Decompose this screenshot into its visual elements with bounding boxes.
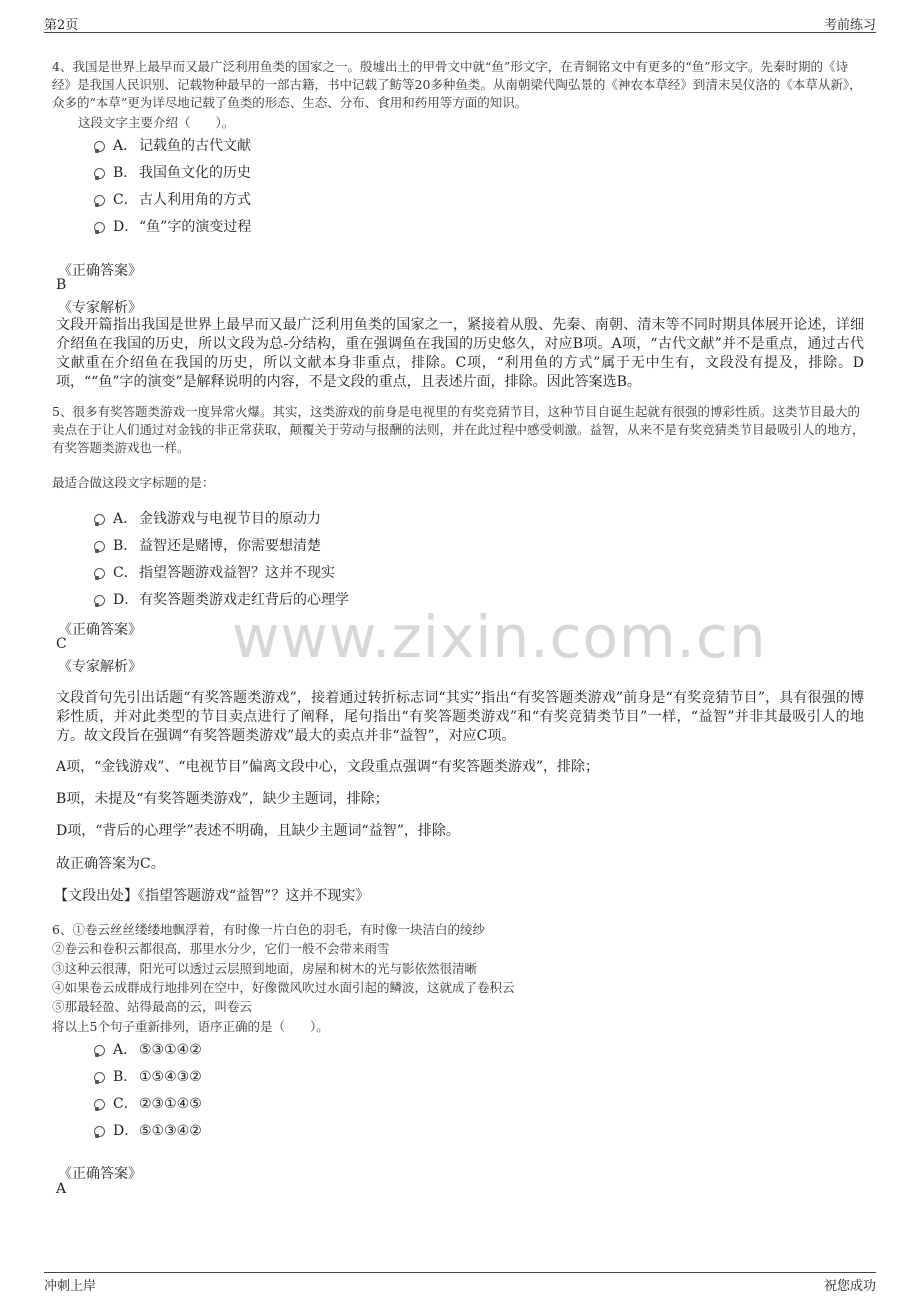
q5-source: 【文段出处】《指望答题游戏“益智”？这并不现实》 bbox=[54, 888, 370, 904]
q6-sentence-4: ④如果卷云成群成行地排列在空中，好像微风吹过水面引起的鳞波，这就成了卷积云 bbox=[52, 980, 515, 995]
q5-analysis-a: A项，“金钱游戏”、“电视节目”偏离文段中心，文段重点强调“有奖答题类游戏”，排除； bbox=[56, 759, 600, 775]
radio-icon[interactable] bbox=[94, 222, 105, 233]
q5-analysis-d: D项，“背后的心理学”表述不明确，且缺少主题词“益智”，排除。 bbox=[56, 823, 460, 839]
radio-icon[interactable] bbox=[94, 195, 105, 206]
q6-sentence-1: 6、①卷云丝丝缕缕地飘浮着，有时像一片白色的羽毛，有时像一块洁白的绫纱 bbox=[52, 922, 485, 937]
q6-answer-label: 《正确答案》 bbox=[58, 1166, 142, 1182]
q5-option-a[interactable]: A． 金钱游戏与电视节目的原动力 bbox=[94, 509, 321, 529]
q6-option-c[interactable]: C．②③①④⑤ bbox=[94, 1094, 202, 1114]
q4-analysis: 文段开篇指出我国是世界上最早而又最广泛利用鱼类的国家之一，紧接着从殷、先秦、南朝、清末等不同时期具体展开论述，详细介绍鱼在我国的历史，所以文段为总-分结构，重在强调鱼在我国的历史悠久，对应B项。A项，“古代文献”并不是重点，通过古代文献重在介绍鱼在我国的历史，所以文献本身非重点，排除。C项，“利用鱼的方式”属于无中生有，文段没有提及，排除。D项，““鱼”字的演变”是解释说明的内容，不是文段的重点，且表述片面，排除。因此答案选B。 bbox=[56, 317, 864, 390]
radio-icon[interactable] bbox=[94, 514, 105, 525]
page-footer bbox=[44, 1272, 876, 1297]
q4-answer-label: 《正确答案》 bbox=[58, 263, 142, 279]
radio-icon[interactable] bbox=[94, 168, 105, 179]
radio-icon[interactable] bbox=[94, 1099, 105, 1110]
radio-icon[interactable] bbox=[94, 1072, 105, 1083]
q6-prompt: 将以上5个句子重新排列，语序正确的是（ ）。 bbox=[52, 1019, 329, 1034]
q4-stem: 4、我国是世界上最早而又最广泛利用鱼类的国家之一。殷墟出土的甲骨文中就“鱼”形文字，在青铜铭文中有更多的“鱼”形文字。先秦时期的《诗经》是我国人民识别、记载物种最早的一部古籍，书中记载了鲂等20多种鱼类。从南朝梁代陶弘景的《神农本草经》到清末吴仪洛的《本草从新》，众多的“本草”更为详尽地记载了鱼类的形态、生态、分布、食用和药用等方面的知识。 bbox=[52, 59, 862, 110]
q5-analysis-label: 《专家解析》 bbox=[58, 659, 142, 675]
q4-option-c[interactable]: C．古人利用角的方式 bbox=[94, 190, 251, 210]
radio-icon[interactable] bbox=[94, 141, 105, 152]
q5-option-b[interactable]: B． 益智还是赌博，你需要想清楚 bbox=[94, 536, 321, 556]
q4-prompt: 这段文字主要介绍（ ）。 bbox=[78, 115, 235, 130]
radio-icon[interactable] bbox=[94, 1045, 105, 1056]
radio-icon[interactable] bbox=[94, 1126, 105, 1137]
q6-sentence-2: ②卷云和卷积云都很高，那里水分少，它们一般不会带来雨雪 bbox=[52, 941, 390, 956]
radio-icon[interactable] bbox=[94, 568, 105, 579]
watermark: www.zixin.com.cn bbox=[232, 603, 767, 671]
q5-analysis-conclusion: 故正确答案为C。 bbox=[56, 856, 165, 872]
q6-option-d[interactable]: D．⑤①③④② bbox=[94, 1121, 202, 1141]
q4-option-d[interactable]: D．“鱼”字的演变过程 bbox=[94, 217, 251, 237]
q6-option-a[interactable]: A． ⑤③①④② bbox=[94, 1040, 202, 1060]
q5-answer: C bbox=[56, 636, 67, 652]
footer-right: 祝您成功 bbox=[823, 1279, 876, 1294]
radio-icon[interactable] bbox=[94, 541, 105, 552]
q6-answer: A bbox=[56, 1181, 67, 1197]
q5-option-d[interactable]: D．有奖答题类游戏走红背后的心理学 bbox=[94, 590, 349, 610]
footer-left: 冲刺上岸 bbox=[44, 1279, 97, 1294]
q4-analysis-label: 《专家解析》 bbox=[58, 300, 142, 316]
q6-sentence-3: ③这种云很薄，阳光可以透过云层照到地面，房屋和树木的光与影依然很清晰 bbox=[52, 961, 478, 976]
radio-icon[interactable] bbox=[94, 595, 105, 606]
page-number: 第2页 bbox=[44, 18, 79, 33]
q6-sentence-5: ⑤那最轻盈、站得最高的云，叫卷云 bbox=[52, 999, 253, 1014]
header-title: 考前练习 bbox=[823, 18, 876, 33]
q5-stem: 5、很多有奖答题类游戏一度异常火爆。其实，这类游戏的前身是电视里的有奖竞猜节目，这种节目自诞生起就有很强的博彩性质。这类节目最大的卖点在于让人们通过对金钱的非正常获取，颠覆关于劳动与报酬的法则，并在此过程中感受刺激。益智，从来不是有奖竞猜类节目最吸引人的地方，有奖答题类游戏也一样。 bbox=[52, 404, 865, 455]
page-header bbox=[44, 12, 876, 33]
q5-answer-label: 《正确答案》 bbox=[58, 622, 142, 638]
q5-prompt: 最适合做这段文字标题的是： bbox=[52, 475, 215, 490]
q6-option-b[interactable]: B． ①⑤④③② bbox=[94, 1067, 202, 1087]
q5-option-c[interactable]: C．指望答题游戏益智？这并不现实 bbox=[94, 563, 335, 583]
q5-analysis-main: 文段首句先引出话题“有奖答题类游戏”，接着通过转折标志词“其实”指出“有奖答题类游戏”前身是“有奖竞猜节目”，具有很强的博彩性质，并对此类型的节目卖点进行了阐释，尾句指出“有奖答题类游戏”和“有奖竞猜类节目”一样，“益智”并非其最吸引人的地方。故文段旨在强调“有奖答题类游戏”最大的卖点并非“益智”，对应C项。 bbox=[56, 690, 864, 744]
q5-analysis-b: B项，未提及“有奖答题类游戏”，缺少主题词，排除； bbox=[56, 791, 389, 807]
q4-option-a[interactable]: A． 记载鱼的古代文献 bbox=[94, 136, 251, 156]
q4-answer: B bbox=[56, 277, 67, 293]
q4-option-b[interactable]: B． 我国鱼文化的历史 bbox=[94, 163, 251, 183]
